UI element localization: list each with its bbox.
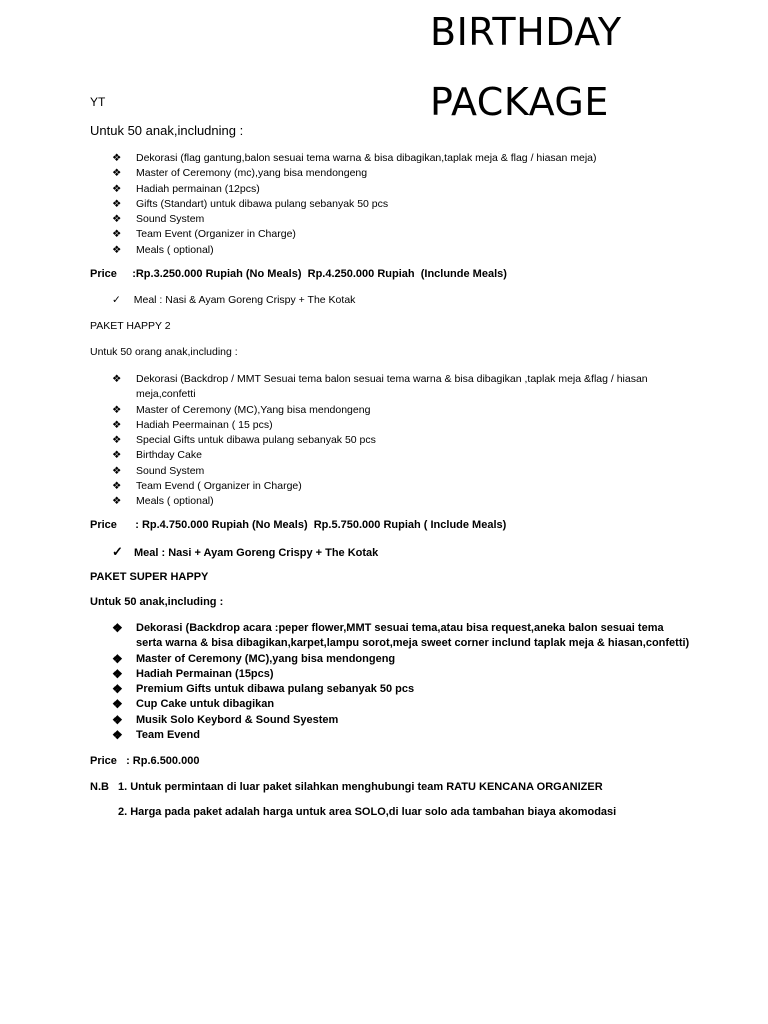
bullet-diamond-icon: ❖ <box>112 243 122 256</box>
pkg1-meal-row <box>112 294 355 306</box>
bullet-diamond-icon: ❖ <box>112 152 122 164</box>
bullet-diamond-icon: ❖ <box>112 373 122 385</box>
list-item: ❖ Team Event (Organizer in Charge) <box>90 227 710 242</box>
list-item: ❖ Dekorasi (Backdrop / MMT Sesuai tema balon sesuai tema warna & bisa dibagikan ,taplak meja &flag / hiasan meja,confetti <box>112 373 648 401</box>
bullet-diamond-icon: ❖ <box>112 167 122 180</box>
bullet-diamond-icon: ❖ <box>112 666 123 681</box>
pkg2-name: PAKET HAPPY 2 <box>90 320 171 332</box>
bullet-diamond-icon: ❖ <box>112 651 123 666</box>
title-birthday: BIRTHDAY <box>430 10 622 54</box>
bullet-diamond-icon: ❖ <box>112 434 122 447</box>
pkg2-meal: Meal : Nasi + Ayam Goreng Crispy + The Kotak <box>133 547 379 559</box>
nb-label: N.B <box>90 781 109 793</box>
bullet-diamond-icon: ❖ <box>112 621 123 635</box>
pkg3-intro: Untuk 50 anak,including : <box>90 596 224 608</box>
pkg1-price: Price :Rp.3.250.000 Rupiah (No Meals) Rp.4.250.000 Rupiah (Inclunde Meals) <box>90 268 507 280</box>
bullet-diamond-icon: ❖ <box>112 712 123 727</box>
list-item: ❖ Musik Solo Keybord & Sound Syestem <box>112 712 339 727</box>
bullet-diamond-icon: ❖ <box>112 697 123 712</box>
bullet-diamond-icon: ❖ <box>112 228 122 241</box>
pkg3-price: Price : Rp.6.500.000 <box>90 755 200 767</box>
list-item: ❖ Team Evend <box>112 728 200 743</box>
pkg3-list <box>90 621 690 743</box>
list-item: ❖ Meals ( optional) <box>90 494 650 509</box>
list-item: ❖ Cup Cake untuk dibagikan <box>112 697 275 712</box>
bullet-diamond-icon: ❖ <box>112 464 122 477</box>
list-item: ❖ Sound System <box>90 464 650 479</box>
nb-note-1: 1. Untuk permintaan di luar paket silahkan menghubungi team RATU KENCANA ORGANIZER <box>118 781 603 793</box>
list-item: ❖ Master of Ceremony (MC),Yang bisa mendongeng <box>90 403 650 418</box>
list-item: ❖ Gifts (Standart) untuk dibawa pulang sebanyak 50 pcs <box>90 197 710 212</box>
bullet-diamond-icon: ❖ <box>112 403 122 416</box>
nb-note-2: 2. Harga pada paket adalah harga untuk area SOLO,di luar solo ada tambahan biaya akomodasi <box>118 806 617 818</box>
bullet-diamond-icon: ❖ <box>112 682 123 697</box>
bullet-diamond-icon: ❖ <box>112 728 123 743</box>
list-item: ❖ Dekorasi (flag gantung,balon sesuai tema warna & bisa dibagikan,taplak meja & flag / hiasan meja) <box>90 151 710 166</box>
pkg1-meal: Meal : Nasi & Ayam Goreng Crispy + The Kotak <box>133 294 356 306</box>
list-item: ❖ Dekorasi (Backdrop acara :peper flower,MMT sesuai tema,atau bisa request,aneka balon sesuai tema serta warna & bisa dibagikan,karpet,lampu sorot,meja sweet corner inclund taplak meja & hiasan,confetti) <box>112 621 690 650</box>
bullet-diamond-icon: ❖ <box>112 182 122 195</box>
list-item: ❖ Birthday Cake <box>90 448 650 463</box>
pkg1-list <box>90 151 710 258</box>
pkg1-intro: Untuk 50 anak,includning : <box>90 123 244 138</box>
list-item: ❖ Meals ( optional) <box>90 243 710 258</box>
bullet-diamond-icon: ❖ <box>112 495 122 508</box>
bullet-diamond-icon: ❖ <box>112 418 122 431</box>
list-item: ❖ Hadiah permainan (12pcs) <box>90 182 710 197</box>
pkg2-price: Price : Rp.4.750.000 Rupiah (No Meals) Rp.5.750.000 Rupiah ( Include Meals) <box>90 519 507 531</box>
bullet-diamond-icon: ❖ <box>112 197 122 210</box>
pkg3-name: PAKET SUPER HAPPY <box>90 571 209 583</box>
pkg2-intro: Untuk 50 orang anak,including : <box>90 346 238 358</box>
list-item: ❖ Team Evend ( Organizer in Charge) <box>90 479 650 494</box>
bullet-diamond-icon: ❖ <box>112 480 122 493</box>
title-package: PACKAGE <box>430 80 609 124</box>
list-item: ❖ Sound System <box>90 212 710 227</box>
pkg2-list <box>90 372 650 510</box>
list-item: ❖ Premium Gifts untuk dibawa pulang sebanyak 50 pcs <box>112 682 415 697</box>
list-item: ❖ Master of Ceremony (mc),yang bisa mendongeng <box>90 166 710 181</box>
bullet-diamond-icon: ❖ <box>112 449 122 462</box>
list-item: ❖ Hadiah Permainan (15pcs) <box>112 666 274 681</box>
checkmark-icon: ✓ <box>112 544 123 559</box>
list-item: ❖ Master of Ceremony (MC),yang bisa mendongeng <box>112 651 396 666</box>
pkg1-name: YT <box>90 95 106 109</box>
pkg2-meal-row <box>112 544 378 560</box>
checkmark-icon: ✓ <box>112 294 121 306</box>
list-item: ❖ Special Gifts untuk dibawa pulang sebanyak 50 pcs <box>90 433 650 448</box>
bullet-diamond-icon: ❖ <box>112 213 122 226</box>
list-item: ❖ Hadiah Peermainan ( 15 pcs) <box>90 418 650 433</box>
